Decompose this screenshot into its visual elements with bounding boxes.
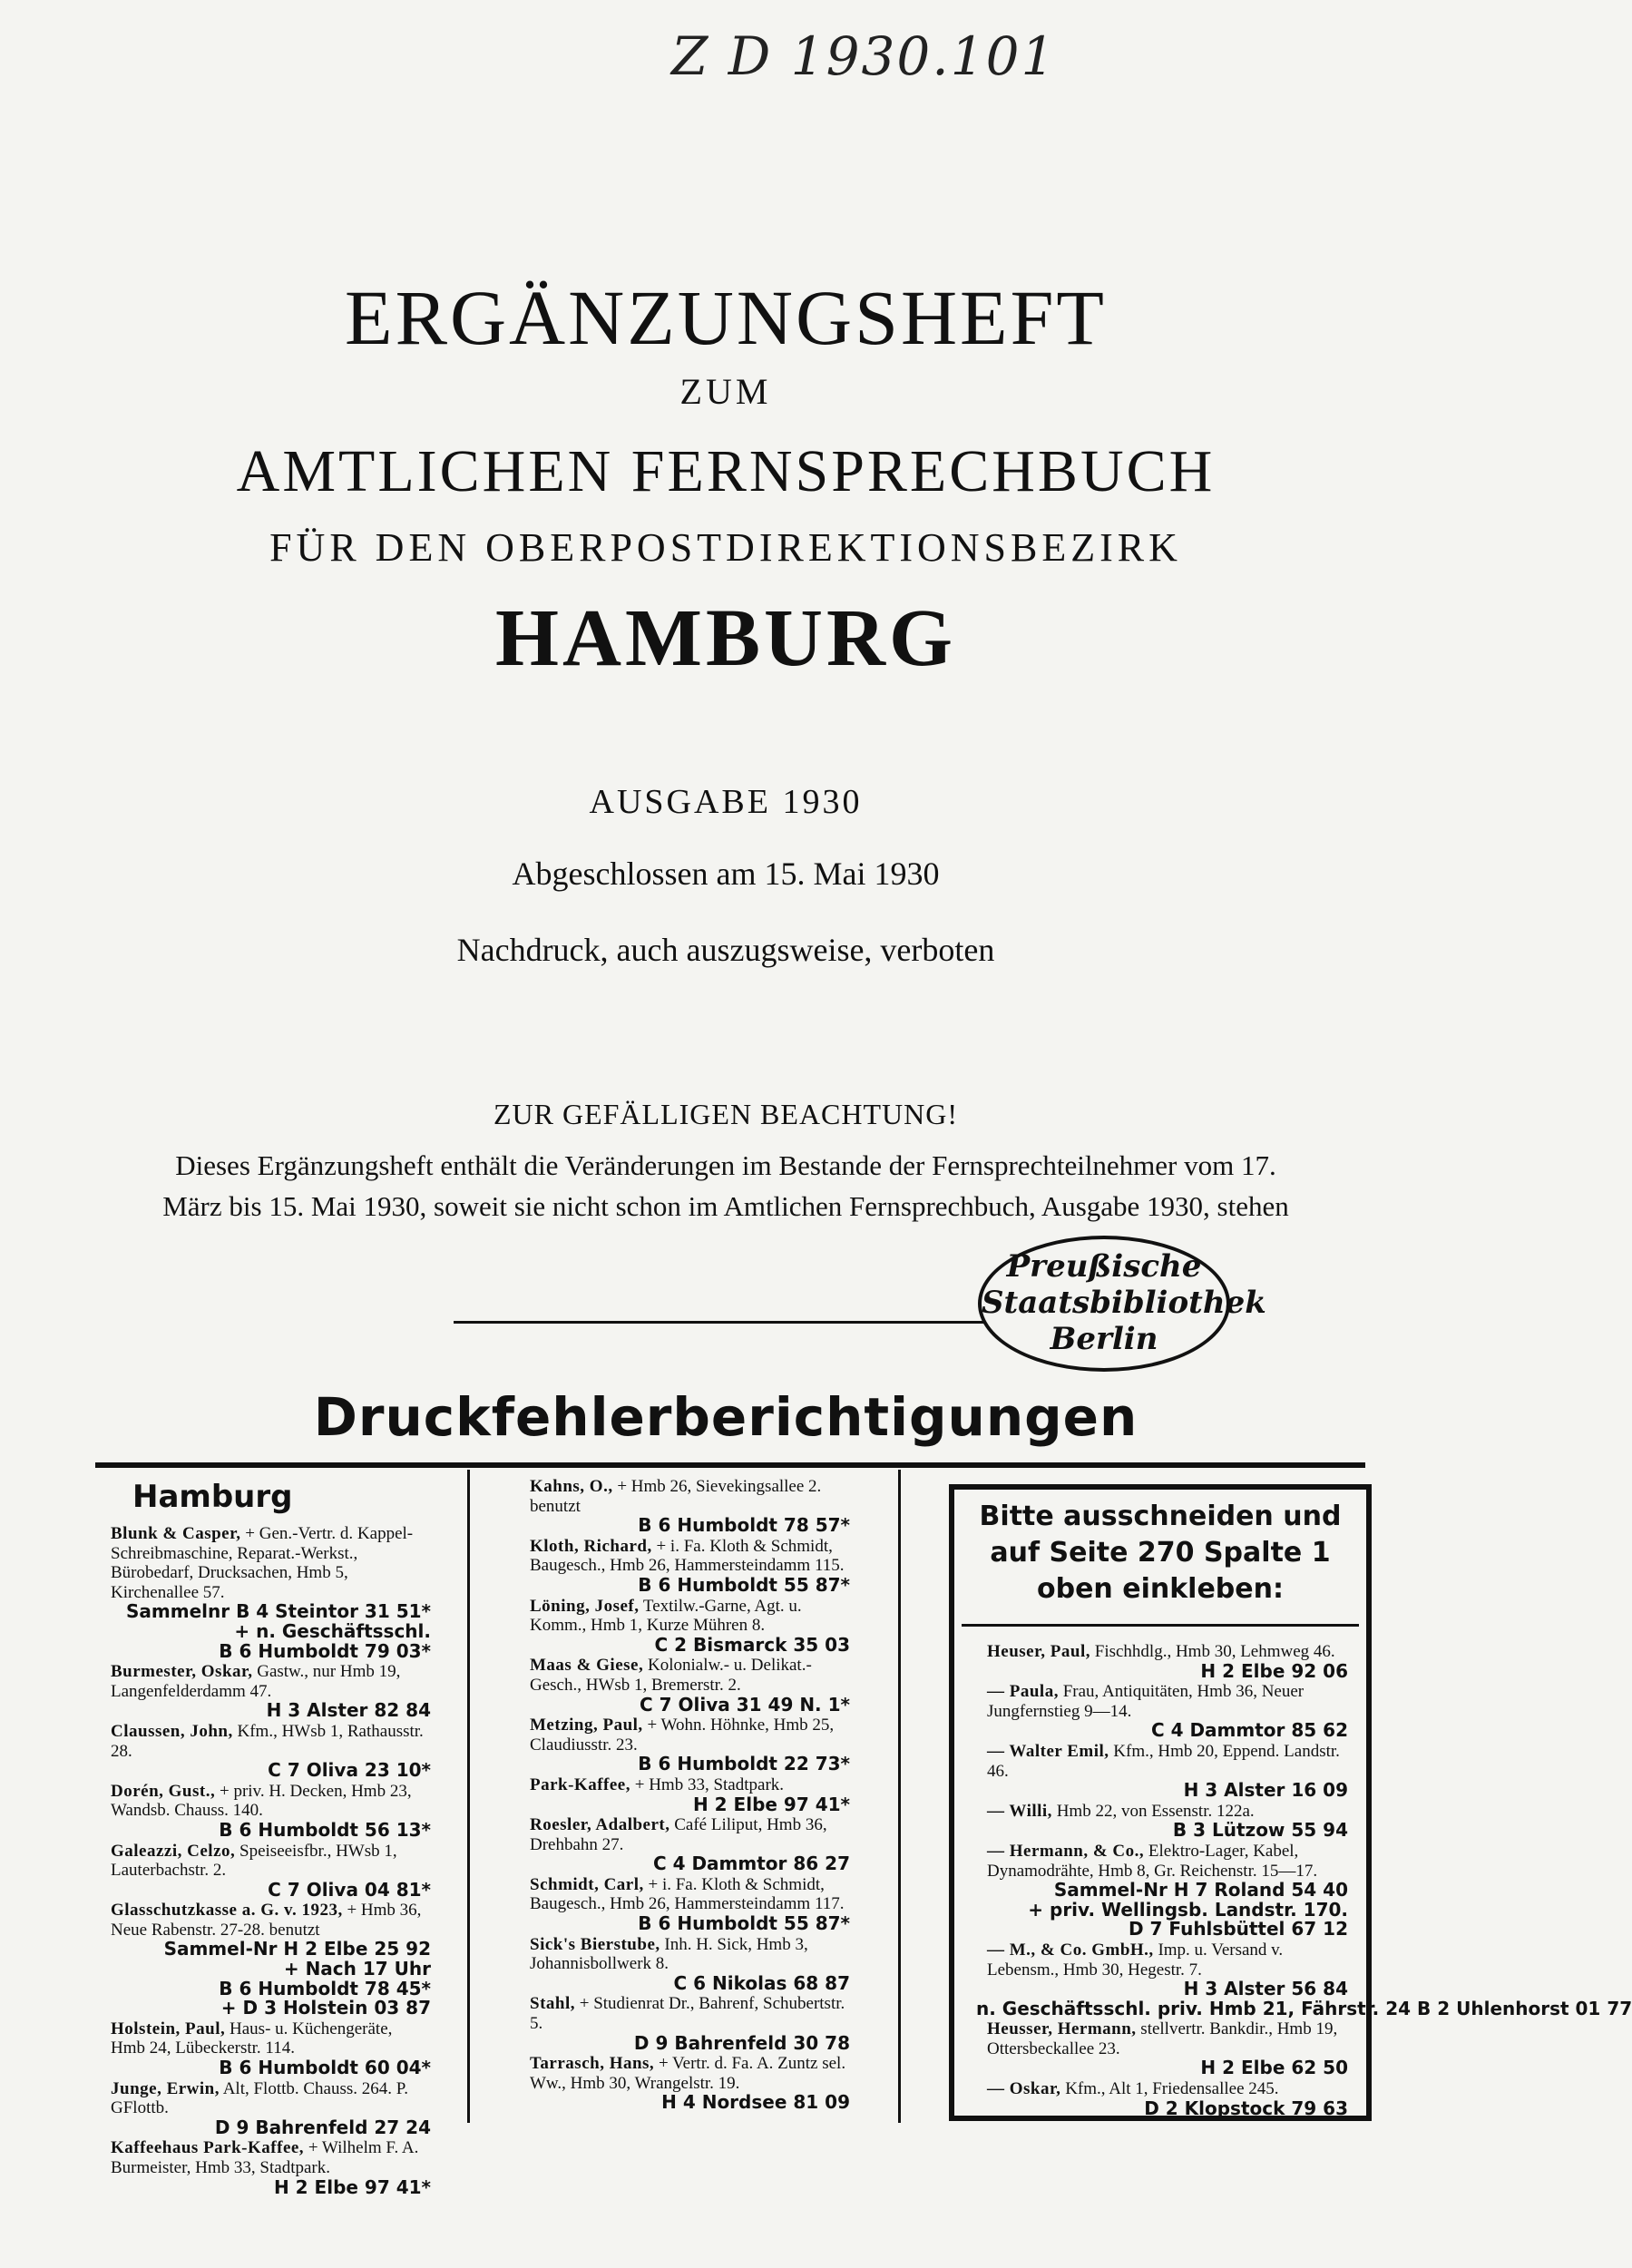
- entry-name: Metzing, Paul,: [530, 1716, 643, 1735]
- entry-phone-number: B 6 Humboldt 60 04*: [219, 2057, 431, 2079]
- entry-phone-number: Sammel-Nr H 7 Roland 54 40: [1053, 1879, 1348, 1901]
- entry-phone-number: B 6 Humboldt 55 87*: [638, 1912, 850, 1935]
- entry-details: + priv. H. Decken, Hmb 23, Wandsb. Chauss. 140.: [111, 1781, 412, 1821]
- directory-entry: [519, 1716, 850, 1774]
- entry-text: [100, 2019, 431, 2058]
- entry-name: Roesler, Adalbert,: [530, 1815, 670, 1835]
- entry-details: Gastw., nur Hmb 19, Langenfelderdamm 47.: [111, 1662, 401, 1701]
- entry-details: Kolonialw.- u. Delikat.-Gesch., HWsb 1, Bremerstr. 2.: [530, 1656, 812, 1695]
- entry-name: — M., & Co. GmbH.,: [987, 1940, 1154, 1960]
- directory-entry: [519, 1994, 850, 2053]
- entry-phone-number: C 4 Dammtor 85 62: [1150, 1719, 1348, 1742]
- title-line-5: HAMBURG: [495, 593, 956, 683]
- entry-name: Junge, Erwin,: [111, 2078, 220, 2098]
- column-divider-2: [898, 1470, 901, 2123]
- directory-entry: [100, 1662, 431, 1721]
- entry-phone-number: D 7 Fuhlsbüttel 67 12: [1128, 1918, 1348, 1941]
- reprint-notice: Nachdruck, auch auszugsweise, verboten: [456, 932, 995, 968]
- entry-name: Glasschutzkasse a. G. v. 1923,: [111, 1901, 343, 1921]
- entry-text: [519, 1994, 850, 2033]
- entry-details: + Vertr. d. Fa. A. Zuntz sel. Ww., Hmb 30, Wrangelstr. 19.: [530, 2054, 846, 2093]
- entry-phone-number: C 2 Bismarck 35 03: [654, 1633, 850, 1656]
- stamp-line-1: Preußische: [1006, 1248, 1202, 1285]
- entry-name: Dorén, Gust.,: [111, 1781, 216, 1801]
- entry-name: Burmester, Oskar,: [111, 1662, 253, 1682]
- entry-text: [100, 1722, 431, 1761]
- entry-details: + i. Fa. Kloth & Schmidt, Baugesch., Hmb 26, Hammersteindamm 115.: [530, 1536, 845, 1576]
- directory-entry: [100, 1524, 431, 1661]
- title-line-3: AMTLICHEN FERNSPRECHBUCH: [236, 438, 1216, 504]
- entry-phone-number: + n. Geschäftsschl.: [234, 1619, 431, 1642]
- directory-entry: [519, 1477, 850, 1536]
- directory-entry: [976, 1940, 1632, 2019]
- entry-name: Maas & Giese,: [530, 1656, 644, 1676]
- stamp-line-3: Berlin: [1050, 1321, 1158, 1357]
- entry-details: Fischhdlg., Hmb 30, Lehmweg 46.: [1094, 1642, 1335, 1661]
- entry-details: Imp. u. Versand v. Lebensm., Hmb 30, Hegestr. 7.: [987, 1940, 1284, 1980]
- entry-details: stellvertr. Bankdir., Hmb 19, Ottersbeckallee 23.: [987, 2019, 1338, 2058]
- directory-entry: [976, 1742, 1348, 1801]
- entry-phone-number: Sammelnr B 4 Steintor 31 51*: [126, 1600, 431, 1623]
- entry-details: Elektro-Lager, Kabel, Dynamodrähte, Hmb 8, Gr. Reichenstr. 15—17.: [987, 1841, 1318, 1881]
- entry-phone-number: D 2 Klopstock 79 63: [1144, 2097, 1348, 2119]
- directory-entry: [976, 1842, 1348, 1940]
- entry-text: [100, 1662, 431, 1701]
- entry-name: Stahl,: [530, 1994, 575, 2014]
- entry-phone-number: C 4 Dammtor 86 27: [652, 1853, 850, 1875]
- entry-text: [519, 1656, 850, 1695]
- entry-phone-number: B 6 Humboldt 55 87*: [638, 1573, 850, 1596]
- entry-name: Galeazzi, Celzo,: [111, 1841, 236, 1861]
- entry-details: + Wohn. Höhnke, Hmb 25, Claudiusstr. 23.: [530, 1716, 835, 1755]
- directory-entry: [100, 1722, 431, 1781]
- entry-phone-number: + priv. Wellingsb. Landstr. 170.: [1028, 1898, 1348, 1921]
- entry-phone-number: H 3 Alster 16 09: [1183, 1779, 1348, 1802]
- entry-details: + Gen.-Vertr. d. Kappel-Schreibmaschine, Reparat.-Werkst., Bürobedarf, Drucksachen, Hmb 5, Kirchenallee 57.: [111, 1524, 414, 1602]
- entry-details: Frau, Antiquitäten, Hmb 36, Neuer Jungfernstieg 9—14.: [987, 1682, 1305, 1721]
- closing-date: Abgeschlossen am 15. Mai 1930: [512, 855, 940, 892]
- directory-entry: [100, 1901, 431, 2019]
- entry-text: [976, 1842, 1348, 1881]
- entry-text: [976, 2019, 1348, 2058]
- entry-name: Heusser, Hermann,: [987, 2019, 1137, 2039]
- library-stamp: [978, 1236, 1266, 1372]
- directory-entry: [519, 1537, 850, 1596]
- directory-entry: [100, 1842, 431, 1901]
- entry-text: [100, 2138, 431, 2177]
- entry-text: [519, 1597, 850, 1636]
- entry-phone-number: H 3 Alster 82 84: [266, 1699, 431, 1722]
- column-1-heading: Hamburg: [132, 1479, 293, 1515]
- entry-name: Schmidt, Carl,: [530, 1874, 644, 1894]
- entry-name: — Oskar,: [987, 2079, 1061, 2099]
- entry-phone-number: D 9 Bahrenfeld 27 24: [214, 2116, 431, 2138]
- entry-phone-number: D 9 Bahrenfeld 30 78: [633, 2031, 850, 2054]
- table-top-rule: [95, 1462, 1365, 1468]
- entry-phone-number: C 7 Oliva 31 49 N. 1*: [640, 1693, 850, 1716]
- entry-details: + Hmb 33, Stadtpark.: [634, 1774, 785, 1794]
- entry-details: + Hmb 36, Neue Rabenstr. 27-28. benutzt: [111, 1901, 422, 1940]
- entry-name: Kaffeehaus Park-Kaffee,: [111, 2138, 305, 2158]
- entry-phone-number: + D 3 Holstein 03 87: [220, 1997, 431, 2019]
- entry-text: [100, 1901, 431, 1940]
- entry-details: + i. Fa. Kloth & Schmidt, Baugesch., Hmb 26, Hammersteindamm 117.: [530, 1874, 845, 1914]
- entry-text: [519, 2054, 850, 2093]
- clipping-box-entries: [976, 1642, 1632, 2119]
- entry-name: Blunk & Casper,: [111, 1524, 241, 1543]
- clipping-box: [949, 1484, 1632, 2121]
- entry-name: — Hermann, & Co.,: [987, 1841, 1145, 1861]
- directory-entry: [100, 2079, 431, 2138]
- entry-phone-number: H 3 Alster 56 84: [1183, 1978, 1348, 2000]
- entry-name: Kloth, Richard,: [530, 1536, 652, 1556]
- entry-name: Holstein, Paul,: [111, 2019, 226, 2038]
- entry-phone-number: + Nach 17 Uhr: [283, 1958, 431, 1980]
- directory-entry: [519, 1815, 850, 1874]
- column-1-entries: [100, 1524, 431, 2197]
- entry-phone-number: C 7 Oliva 23 10*: [268, 1759, 431, 1782]
- entry-details: Hmb 22, von Essenstr. 122a.: [1056, 1801, 1255, 1821]
- directory-entry: [100, 2138, 431, 2197]
- clipping-box-rule: [962, 1624, 1359, 1627]
- column-2: [519, 1477, 850, 2114]
- entry-text: [519, 1716, 850, 1755]
- entry-details: Haus- u. Küchengeräte, Hmb 24, Lübeckerstr. 114.: [111, 2019, 393, 2058]
- entry-text: [519, 1477, 850, 1516]
- entry-details: Alt, Flottb. Chauss. 264. P. GFlottb.: [111, 2078, 408, 2118]
- entry-phone-number: C 7 Oliva 04 81*: [268, 1878, 431, 1901]
- entry-name: Park-Kaffee,: [530, 1774, 630, 1794]
- entry-phone-number: n. Geschäftsschl. priv. Hmb 21, Fährstr. 24 B 2 Uhlenhorst 01 77: [976, 1997, 1632, 2019]
- edition: AUSGABE 1930: [589, 783, 863, 821]
- entry-name: Heuser, Paul,: [987, 1642, 1090, 1661]
- entry-text: [976, 1682, 1348, 1721]
- entry-text: [100, 1524, 431, 1602]
- entry-name: — Walter Emil,: [987, 1741, 1109, 1761]
- entry-phone-number: B 6 Humboldt 56 13*: [219, 1818, 431, 1841]
- entry-name: — Willi,: [987, 1801, 1052, 1821]
- notice-text: Dieses Ergänzungsheft enthält die Veränderungen im Bestande der Fernsprechteilnehmer vom 17. März bis 15. Mai 1930, soweit sie nicht schon im Amtlichen Fernsprechbuch, Ausgabe 1930, stehen: [162, 1149, 1289, 1222]
- entry-details: Inh. H. Sick, Hmb 3, Johannisbollwerk 8.: [530, 1934, 808, 1974]
- directory-entry: [976, 2019, 1348, 2078]
- entry-phone-number: B 6 Humboldt 78 45*: [219, 1977, 431, 1999]
- entry-name: Kahns, O.,: [530, 1477, 613, 1496]
- errata-heading: Druckfehlerberichtigungen: [313, 1386, 1138, 1448]
- title-line-1: ERGÄNZUNGSHEFT: [345, 274, 1107, 361]
- entry-text: [976, 1742, 1348, 1781]
- entry-details: Speiseeisfbr., HWsb 1, Lauterbachstr. 2.: [111, 1841, 397, 1881]
- entry-details: + Studienrat Dr., Bahrenf, Schubertstr. 5.: [530, 1994, 845, 2034]
- entry-phone-number: B 3 Lützow 55 94: [1172, 1819, 1348, 1842]
- entry-details: Kfm., HWsb 1, Rathausstr. 28.: [111, 1721, 424, 1761]
- entry-name: — Paula,: [987, 1682, 1059, 1702]
- entry-text: [519, 1775, 850, 1795]
- entry-details: + Hmb 26, Sievekingsallee 2. benutzt: [530, 1477, 822, 1516]
- entry-phone-number: B 6 Humboldt 78 57*: [638, 1514, 850, 1537]
- directory-entry: [519, 2054, 850, 2113]
- entry-phone-number: H 2 Elbe 97 41*: [273, 2175, 431, 2198]
- directory-entry: [519, 1775, 850, 1814]
- entry-details: + Wilhelm F. A. Burmeister, Hmb 33, Stadtpark.: [111, 2138, 419, 2177]
- entry-text: [100, 2079, 431, 2118]
- entry-text: [976, 1941, 1348, 1980]
- directory-entry: [100, 1782, 431, 1841]
- directory-entry: [519, 1935, 850, 1994]
- entry-text: [100, 1842, 431, 1881]
- notice-heading: ZUR GEFÄLLIGEN BEACHTUNG!: [493, 1098, 959, 1130]
- entry-text: [519, 1537, 850, 1576]
- entry-name: Sick's Bierstube,: [530, 1934, 660, 1954]
- entry-name: Claussen, John,: [111, 1721, 233, 1741]
- entry-text: [976, 1802, 1348, 1822]
- clipping-box-heading: Bitte ausschneiden und auf Seite 270 Spalte 1 oben einkleben:: [979, 1501, 1342, 1605]
- directory-entry: [100, 2019, 431, 2078]
- directory-entry: [519, 1656, 850, 1715]
- directory-entry: [976, 1802, 1348, 1841]
- divider-rule: [454, 1321, 1016, 1324]
- entry-details: Textilw.-Garne, Agt. u. Komm., Hmb 1, Kurze Mühren 8.: [530, 1596, 802, 1636]
- entry-text: [100, 1782, 431, 1821]
- column-2-entries: [519, 1477, 850, 2113]
- entry-text: [976, 1642, 1348, 1662]
- entry-text: [976, 2079, 1348, 2099]
- directory-entry: [519, 1597, 850, 1656]
- entry-phone-number: H 2 Elbe 62 50: [1200, 2057, 1348, 2079]
- directory-entry: [976, 1682, 1348, 1741]
- column-1: [100, 1477, 431, 2198]
- entry-phone-number: H 2 Elbe 92 06: [1200, 1659, 1348, 1682]
- entry-phone-number: B 6 Humboldt 79 03*: [219, 1639, 431, 1662]
- entry-text: [519, 1935, 850, 1974]
- entry-text: [519, 1875, 850, 1914]
- stamp-line-2: Staatsbibliothek: [982, 1285, 1266, 1321]
- entry-phone-number: H 4 Nordsee 81 09: [661, 2091, 850, 2114]
- directory-entry: [976, 1642, 1348, 1681]
- title-line-4: FÜR DEN OBERPOSTDIREKTIONSBEZIRK: [269, 525, 1182, 570]
- entry-name: Löning, Josef,: [530, 1596, 640, 1616]
- entry-phone-number: H 2 Elbe 97 41*: [692, 1793, 850, 1815]
- entry-phone-number: B 6 Humboldt 22 73*: [638, 1753, 850, 1775]
- directory-entry: [976, 2079, 1348, 2118]
- entry-details: Café Liliput, Hmb 36, Drehbahn 27.: [530, 1815, 827, 1854]
- entry-details: Kfm., Alt 1, Friedensallee 245.: [1065, 2079, 1279, 2099]
- title-line-2: ZUM: [679, 371, 772, 412]
- entry-phone-number: C 6 Nikolas 68 87: [673, 1971, 850, 1994]
- entry-details: Kfm., Hmb 20, Eppend. Landstr. 46.: [987, 1741, 1340, 1781]
- entry-text: [519, 1815, 850, 1854]
- entry-name: Tarrasch, Hans,: [530, 2054, 655, 2074]
- entry-phone-number: Sammel-Nr H 2 Elbe 25 92: [163, 1938, 431, 1960]
- directory-entry: [519, 1875, 850, 1934]
- shelf-mark: Z D 1930.101: [671, 25, 1057, 87]
- column-divider-1: [467, 1470, 470, 2123]
